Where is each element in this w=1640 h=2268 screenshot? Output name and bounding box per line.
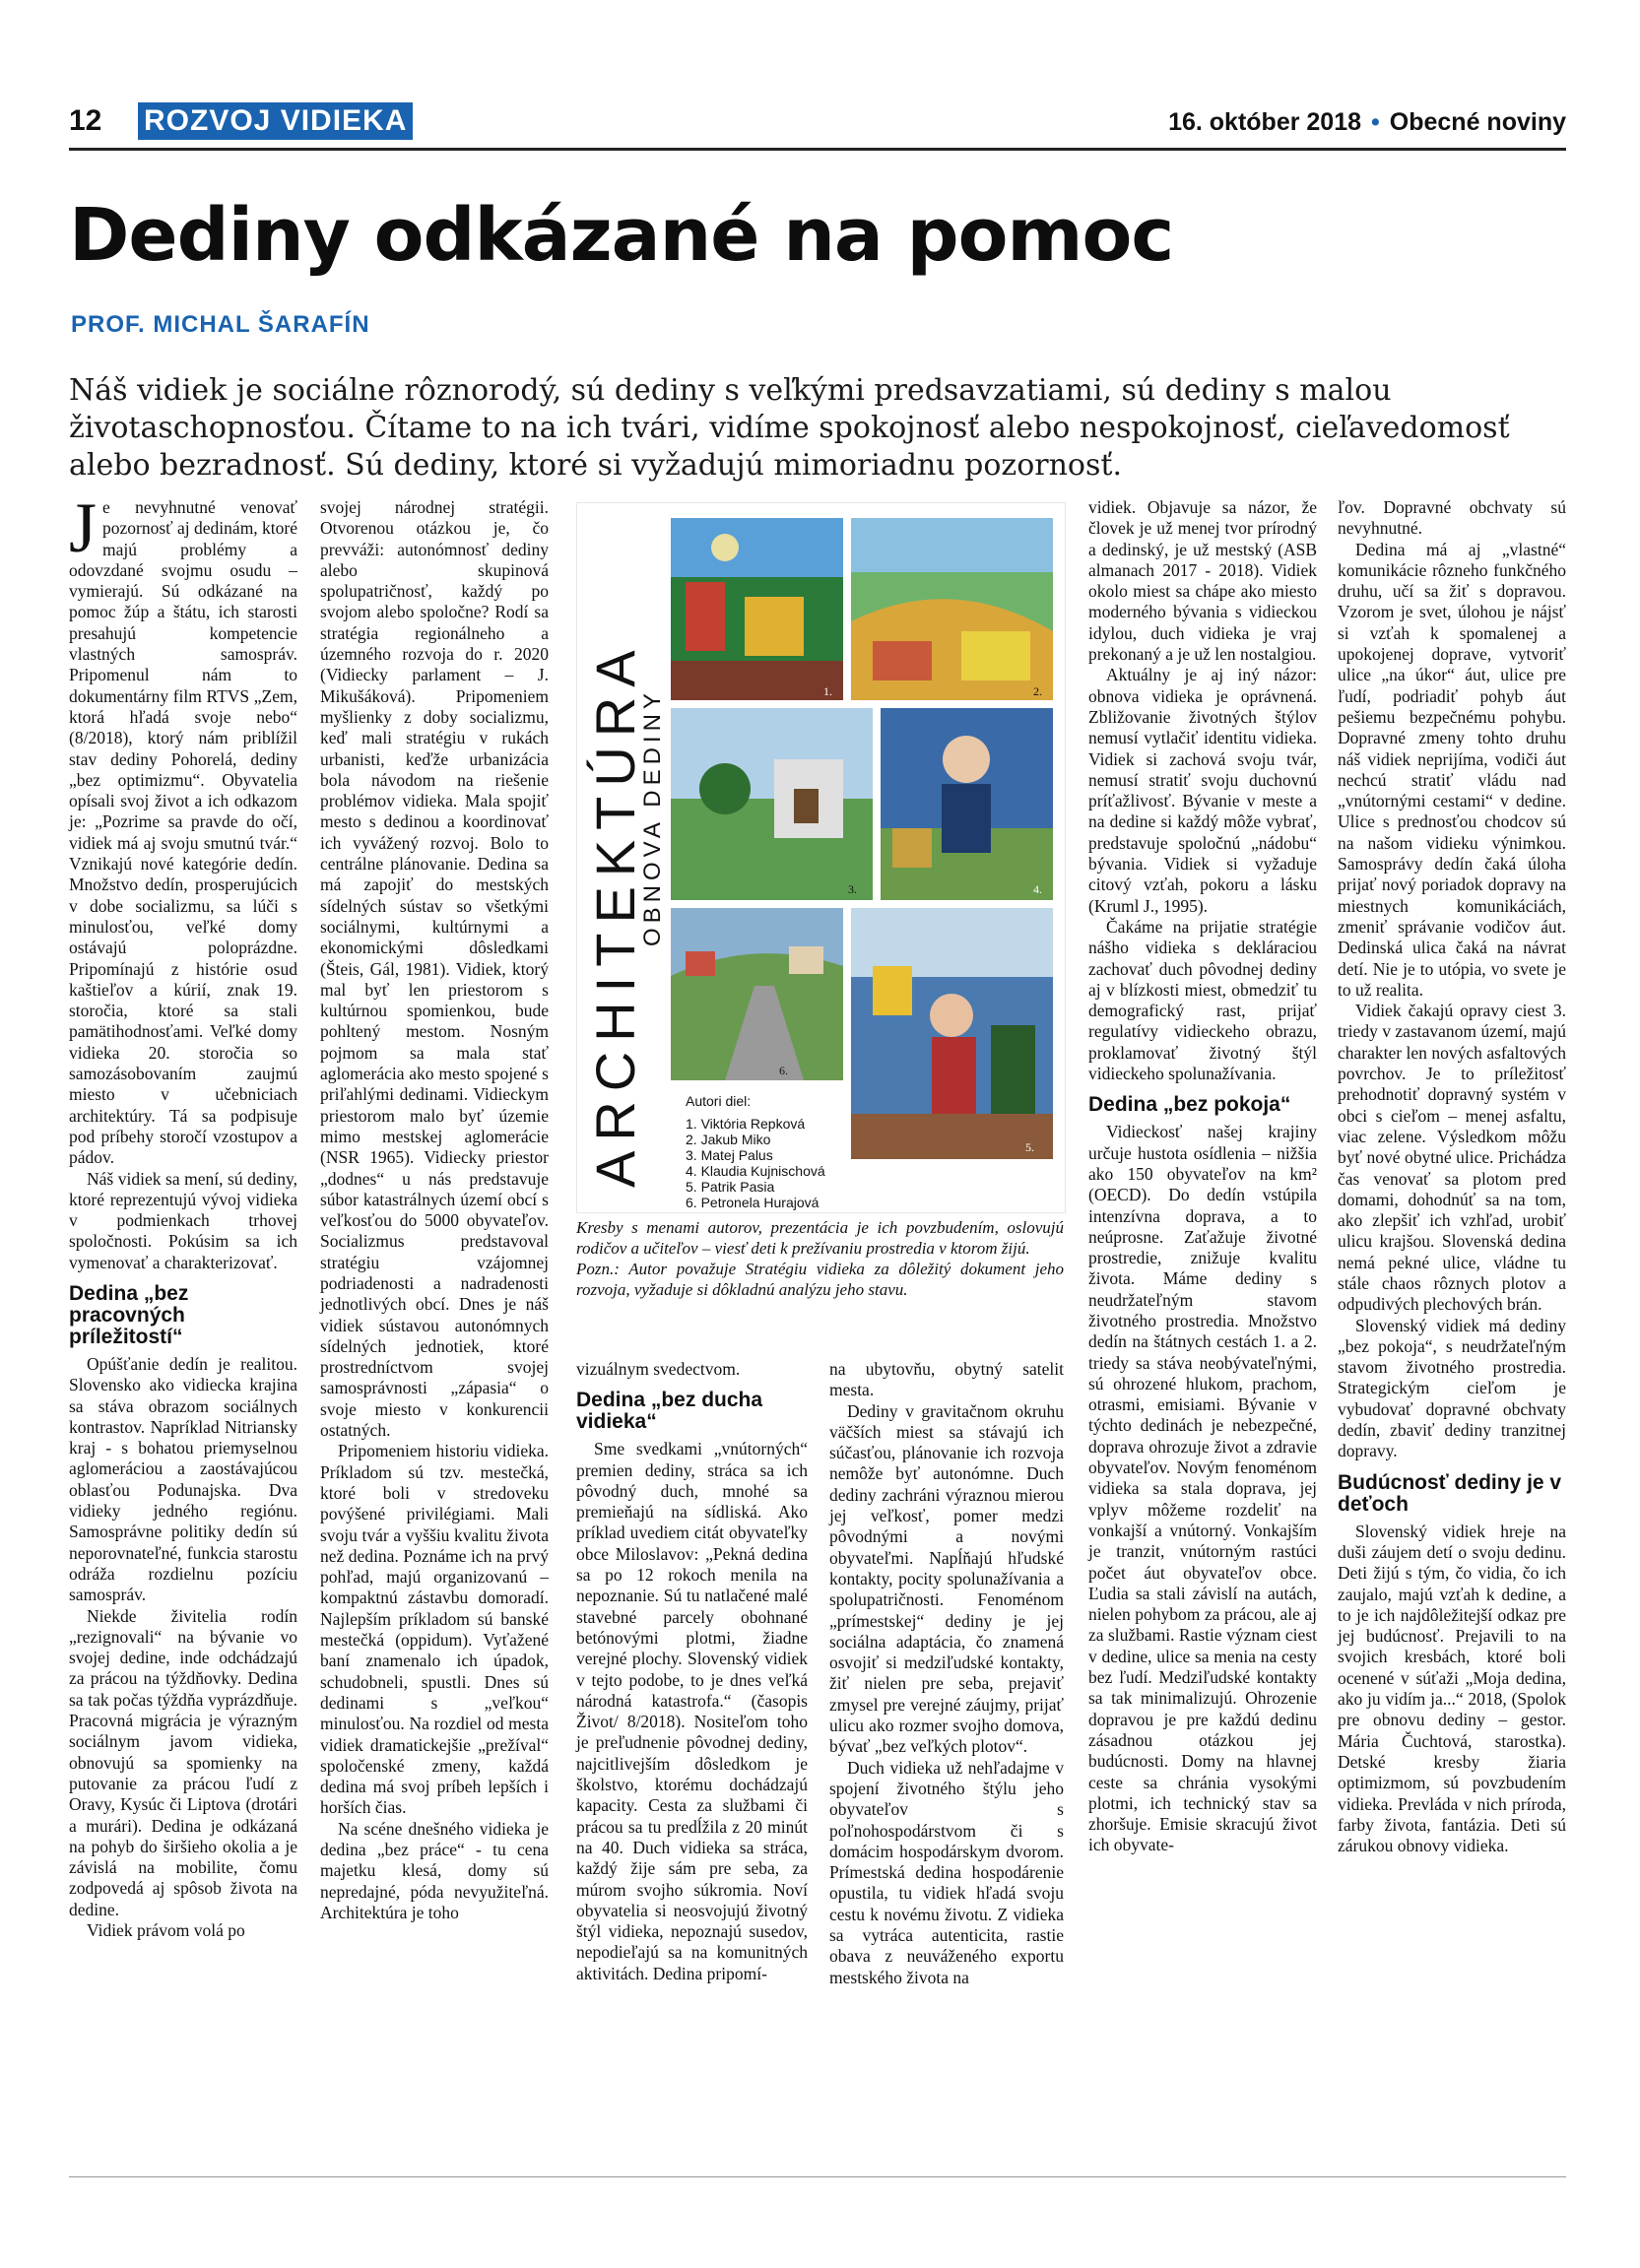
paragraph: Vidiek právom volá po — [87, 1920, 245, 1940]
paragraph: Dediny v gravitačnom okruhu väčších miest sa stávajú ich súčasťou, plánovanie ich rozvoja nemôže byť autonómne. Duch dediny zachráni výraznou mierou jej veľkosť, pomer medzi pôvodnými a novými obyvateľmi. Napĺňajú hľudské kontakty, pocity spolunažívania a spolupatričnosti. Fenoménom „prímestskej“ dediny je jej sociálna adaptácia, čo znamená osvojiť si medziľudské kontakty, žiť nielen pre seba, prejaviť zmysel pre verejné záujmy, prijať ulicu ako rozmer svojho domova, bývať „bez veľkých plotov“. — [829, 1400, 1064, 1757]
subheading: Dedina „bez pokoja“ — [1088, 1093, 1291, 1117]
author-item: 3. Matej Palus — [686, 1147, 773, 1163]
paragraph: Slovenský vidiek hreje na duši záujem detí o svoju dedinu. Deti žijú s tým, čo vidia, čo ich zaujalo, majú vzťah k dedine, a to je ich najdôležitejší odkaz pre jej budúcnosť. Prejavili to na svojich kresbách, ktoré boli ocenené v súťaži „Moja dedina, ako ju vidím ja...“ 2018, (Spolok pre obnovu dediny – gestor. Mária Čuchtová, starostka). Detské kresby žiaria optimizmom, sú povzbudením vidieka. Prevláda v nich príroda, farby života, fantázia. Deti sú zárukou obnovy vidieka. — [1338, 1521, 1566, 1856]
caption-note: Pozn.: Autor považuje Stratégiu vidieka za dôležitý dokument jeho rozvoja, vyžaduje si dôkladnú analýzu jeho stavu. — [576, 1260, 1064, 1299]
drawing-3 — [671, 708, 873, 900]
authors-heading: Autori diel: — [686, 1093, 752, 1109]
paragraph: Niekde živitelia rodín „rezignovali“ na bývanie vo svojej dedine, inde odchádzajú za prácou na týždňovky. Dedina sa tak počas týždňa vyprázdňuje. Pracovná migrácia je výrazným sociálnym javom vidieka, obnovujú sa spomienky na putovanie za prácou ľudí z Oravy, Kysúc či Liptova (drotári a murári). Dedina je odkázaná na pohyb do širšieho okolia a je závislá na mobilite, čomu zodpovedá aj spôsob života na dedine. — [69, 1605, 297, 1919]
author-item: 5. Patrik Pasia — [686, 1179, 775, 1195]
paragraph: ľov. Dopravné obchvaty sú nevyhnutné. — [1338, 497, 1566, 539]
publication-name: Obecné noviny — [1389, 108, 1566, 136]
paragraph: Náš vidiek sa mení, sú dediny, ktoré reprezentujú vývoj vidieka v podmienkach trhovej spoločnosti. Pokúsim sa ich vymenovať a charakterizovať. — [69, 1168, 297, 1272]
column-4 — [829, 1359, 1064, 1988]
paragraph: svojej národnej stratégii. Otvorenou otázkou je, čo prevváži: autonómnosť dediny alebo skupinová spolupatričnosť, každý po svojom alebo spoločne? Rodí sa stratégia regionálneho a územného rozvoja do r. 2020 (Vidiecky parlament – J. Mikušáková). Pripomeniem myšlienky z doby socializmu, keď mali stratégiu v rukách urbanisti, keďže urbanizácia bola návodom na riešenie problémov vidieka. Mala spojiť mesto s dedinou a koordinovať ich vyvážený rozvoj. Bolo to centrálne plánovanie. Dedina sa má zapojiť do mestských sídelných sústav so všetkými sociálnymi, kultúrnymi a ekonomickými dôsledkami (Šteis, Gál, 1981). Vidiek, ktorý mal byť len priestorom s kultúrnou spomienkou, bude pohltený mestom. Nosným pojmom sa mala stať aglomerácia ako mesto spojené s priľahlými dedinami. Vidieckym priestorom malo byť územie mimo mestskej aglomerácie (NSR 1965). Vidiecky priestor „dodnes“ u nás predstavuje súbor katastrálnych území obcí s veľkosťou do 5000 obyvateľov. Socializmus predstavoval stratégiu vzájomnej podriadenosti a nadradenosti jednotlivých obcí. Dnes je náš vidiek sústavou autonómnych sídelných jednotiek, ktoré prostredníctvom svojej samosprávnosti „zápasia“ o svoje miesto v konkurencii ostatných. — [320, 497, 549, 1441]
drop-cap: J — [69, 488, 98, 567]
subheading: Budúcnosť dediny je v deťoch — [1338, 1470, 1562, 1516]
drawing-2 — [851, 518, 1053, 700]
paragraph: Čakáme na prijatie stratégie nášho vidieka s dekláraciou zachovať duch pôvodnej dediny aj v blízkosti miest, obmedziť tu demografický rast, prijať regulatívy vidieckeho obrazu, proklamovať životný štýl vidieckeho spolunažívania. — [1088, 916, 1317, 1084]
paragraph: vizuálnym svedectvom. — [576, 1359, 741, 1379]
paragraph: Na scéne dnešného vidieka je dedina „bez práce“ - tu cena majetku klesá, domy sú nepredajné, póda nevyužiteľná. Architektúra je toho — [320, 1818, 549, 1922]
paragraph: na ubytovňu, obytný satelit mesta. — [829, 1359, 1064, 1400]
paragraph: Aktuálny je aj iný názor: obnova vidieka je oprávnená. Zbližovanie životných štýlov nemusí vytlačiť identitu vidieka. Vidiek si zachová svoju tvár, nemusí stratiť svoju duchovnú príťažlivosť. Bývanie v meste a na dedine si každý môže vybrať, predstavuje spoločnú „nádobu“ bývania. Vidiek si vyžaduje citový vzťah, pokoru a lásku (Kruml J., 1995). — [1088, 665, 1317, 916]
drawing-number: 5. — [1025, 1140, 1034, 1154]
article-lead: Náš vidiek je sociálne rôznorodý, sú dediny s veľkými predsavzatiami, sú dediny s malou životaschopnosťou. Čítame to na ich tvári, vidíme spokojnosť alebo nespokojnosť, cieľavedomosť alebo bezradnosť. Sú dediny, ktoré si vyžadujú mimoriadnu pozornosť. — [69, 373, 1510, 483]
issue-date: 16. október 2018 — [1168, 108, 1362, 136]
drawing-number: 3. — [848, 882, 857, 896]
drawing-4 — [881, 708, 1053, 900]
column-3 — [576, 1359, 808, 1984]
paragraph: Pripomeniem historiu vidieka. Príkladom sú tzv. mestečká, ktoré boli v stredoveku povýšené privilégiami. Mali svoju tvár a vyššiu kvalitu života než dedina. Poznáme ich na prvý pohľad, majú organizovanú – kompaktnú zástavbu domoradí. Najlepším príkladom sú banské mestečká (oppidum). Vyťažené baní znamenalo ich úpadok, schudobneli, spustli. Dnes sú dedinami s „veľkou“ minulosťou. Na rozdiel od mesta vidiek dramatickejšie „prežíval“ spoločenské zmeny, každá dedina má svoj príbeh lepších i horších čias. — [320, 1441, 549, 1818]
page-number: 12 — [69, 104, 102, 137]
page-header — [69, 102, 1566, 146]
drawing-6 — [671, 908, 843, 1080]
figure-caption — [576, 1217, 1064, 1300]
article-title: Dediny odkázané na pomoc — [69, 193, 1174, 278]
column-6 — [1338, 497, 1566, 1856]
subheading: Dedina „bez pracovných príležitostí“ — [69, 1281, 189, 1348]
paragraph: Je nevyhnutné venovať pozornosť aj dedinám, ktoré majú problémy a odovzdané svojmu osudu – vymierajú. Sú odkázané na pomoc žúp a štátu, ich starosti presahujú kompetencie vlastných samospráv. Pripomenul nám to dokumentárny film RTVS „Zem, ktorá hľadá svoje nebo“ (8/2018), ktorý nám priblížil stav dediny Pohorelá, dediny „bez optimizmu“. Obyvatelia opísali svoj život a ich odkazom je: „Pozrime sa pravde do očí, vidiek má aj svoju smutnú tvár.“ Vznikajú nové kategórie dedín. Množstvo dedín, prosperujúcich v dobe socializmu, sa lúči s minulosťou, veľké domy ostávajú poloprázdne. Pripomínajú z histórie osud kaštieľov a kúrií, znak 19. storočia, ktoré sa stali pamätihodnosťami. Veľké domy vidieka 20. storočia so samozásobovaním zaujmú miesto v učebniciach architektúry. Tá sa podpisuje pod príbehy storočí vzostupov a pádov. — [69, 488, 298, 1168]
drawing-number: 4. — [1033, 882, 1042, 896]
figure-vertical-title: ARCHITEKTÚRA — [584, 640, 646, 1188]
drawing-number: 6. — [779, 1064, 788, 1077]
column-2 — [320, 497, 549, 1923]
issue-info — [1168, 108, 1566, 137]
article-author: PROF. MICHAL ŠARAFÍN — [71, 311, 370, 338]
header-rule — [69, 148, 1566, 151]
footer-rule — [69, 2176, 1566, 2177]
figure-vertical-subtitle: OBNOVA DEDINY — [639, 688, 666, 946]
drawing-number: 1. — [823, 684, 832, 698]
drawing-number: 2. — [1033, 684, 1042, 698]
paragraph: Opúšťanie dedín je realitou. Slovensko ako vidiecka krajina sa stáva obrazom sociálnych kontrastov. Napríklad Nitriansky kraj - s bohatou priemyselnou aglomeráciou a zaostávajúcou oblasťou Podunajska. Dva vidieky jedného regiónu. Samosprávne politiky dedín sú neporovnateľné, funkcia starostu odráža rozdielnu pozíciu samospráv. — [69, 1353, 297, 1605]
drawing-1 — [671, 518, 843, 700]
author-item: 6. Petronela Hurajová — [686, 1195, 820, 1210]
paragraph: Vidiek čakajú opravy ciest 3. triedy v zastavanom území, majú charakter len nových asfaltových povrchov. Je to príležitosť prehodnotiť dopravný systém v obci s cieľom – menej asfaltu, viac zelene. Výsledkom môžu byť nové obytné ulice. Prichádza čas venovať sa plotom pred domami, dohodnúť sa na tom, ako zlepšiť ich vzhľad, urobiť ulicu krajšou. Slovenská dedina nemá pekné ulice, vládne tu stále chaos rôznych plotov a odpudivých plechových brán. — [1338, 1001, 1566, 1315]
children-drawings-figure — [576, 502, 1066, 1213]
column-5 — [1088, 497, 1317, 1856]
paragraph: Vidieckosť našej krajiny určuje hustota osídlenia – nižšia ako 150 obyvateľov na km² (OECD). Do dedín vstúpila intenzívna doprava, a to neúprosne. Zaťažuje životné prostredie, znižuje kvalitu života. Máme dediny s neudržateľným stavom životného prostredia. Množstvo dedín na štátnych cestách 1. a 2. triedy sa stáva neobývateľnými, sú ohrozené hlukom, prachom, otrasmi, emisiami. Bývanie v týchto dedinách je nebezpečné, doprava ohrozuje život a zdravie obyvateľov. Novým fenoménom vidieka sa stala doprava, jej vplyv môžeme rozdeliť na vonkajší a vnútorný. Vonkajším je tranzit, vnútorným rastúci počet áut obyvateľov obce. Ľudia sa stali závislí na autách, nielen pohybom za prácou, ale aj za službami. Rastie význam ciest v dedine, ulice sa menia na cesty bez ľudí. Medziľudské kontakty sa tak minimalizujú. Ohrozenie dopravou je pre každú dedinu zásadnou otázkou jej budúcnosti. Domy na hlavnej ceste sa chránia vysokými plotmi, ich technický stav sa zhoršuje. Emisie skracujú život ich obyvate- — [1088, 1122, 1317, 1855]
author-item: 4. Klaudia Kujnischová — [686, 1163, 825, 1179]
paragraph: Sme svedkami „vnútorných“ premien dediny, stráca sa ich pôvodný duch, mnohé sa premieňajú na sídliská. Ako príklad uvediem citát obyvateľky obce Miloslavov: „Pekná dedina sa po 12 rokoch menila na nepoznanie. Sú tu natlačené malé stavebné parcely obohnané betónovými plotmi, žiadne verejné plochy. Slovenský vidiek v tejto podobe, to je dnes veľká národná katastrofa.“ (časopis Život/ 8/2018). Nositeľom toho je preľudnenie pôvodnej dediny, najcitlivejším dôsledkom je školstvo, ktorému dochádzajú kapacity. Cesta za službami či prácou sa tu predĺžila z 20 minút na 40. Duch vidieka sa stráca, každý žije sám pre seba, za múrom svojho súkromia. Noví obyvatelia si neosvojujú životný štýl vidieka, nepoznajú susedov, nepodieľajú sa na komunitných aktivitách. Dedina pripomí- — [576, 1439, 808, 1983]
caption-text: Kresby s menami autorov, prezentácia je ich povzbudením, oslovujú rodičov a učiteľov – viesť deti k prežívaniu prostredia v ktorom žijú. — [576, 1218, 1064, 1258]
paragraph: Slovenský vidiek má dediny „bez pokoja“, s neudržateľným stavom životného prostredia. Strategickým cieľom je vybudovať dopravné obchvaty dedín, zbaviť dediny tranzitnej dopravy. — [1338, 1315, 1566, 1461]
author-item: 2. Jakub Miko — [686, 1132, 771, 1147]
drawings-collage — [577, 503, 1065, 1212]
authors-list — [686, 1093, 825, 1210]
paragraph: Duch vidieka už nehľadajme v spojení životného štýlu jeho obyvateľov s poľnohospodárstvom či s domácim hospodárskym dvorom. Prímestská dedina hospodárenie opustila, tu vidiek hľadá svoju cestu k novému životu. Z vidieka sa vytráca autenticita, rastie obava z neuváženého exportu mestského života na — [829, 1757, 1064, 1987]
paragraph: vidiek. Objavuje sa názor, že človek je už menej tvor prírodný a dedinský, je už mestský (ASB almanach 2017 - 2018). Vidiek okolo miest sa chápe ako miesto moderného bývania s vidieckou idylou, duch vidieka je vraj prekonaný a je už len nostalgiou. — [1088, 497, 1317, 665]
author-item: 1. Viktória Repková — [686, 1116, 806, 1132]
separator-dot: • — [1371, 108, 1380, 136]
subheading: Dedina „bez ducha vidieka“ — [576, 1389, 763, 1434]
section-label: ROZVOJ VIDIEKA — [138, 102, 413, 140]
drawing-5 — [851, 908, 1053, 1159]
paragraph: Dedina má aj „vlastné“ komunikácie rôzneho funkčného druhu, učí sa žiť s dopravou. Vzorom je svet, úlohou je nájsť si vzťah k spomalenej a upokojenej doprave, vytvoriť ulice „na úkor“ áut, ulice pre ľudí, podriadiť pohyb áut pešiemu bezpečnému pohybu. Dopravné zmeny tohto druhu náš vidiek neprijíma, vodiči áut nechcú stratiť vládu nad „vnútornými cestami“ v dedine. Ulice s prednosťou chodcov sú na našom vidieku výnimkou. Samosprávy dedín čaká úloha prijať nový poriadok dopravy na miestnych komunikáciách, zmeniť správanie vodičov áut. Dedinská ulica čaká na návrat detí. Nie je to utópia, vo svete je to už realita. — [1338, 539, 1566, 1000]
column-1 — [69, 488, 298, 1941]
